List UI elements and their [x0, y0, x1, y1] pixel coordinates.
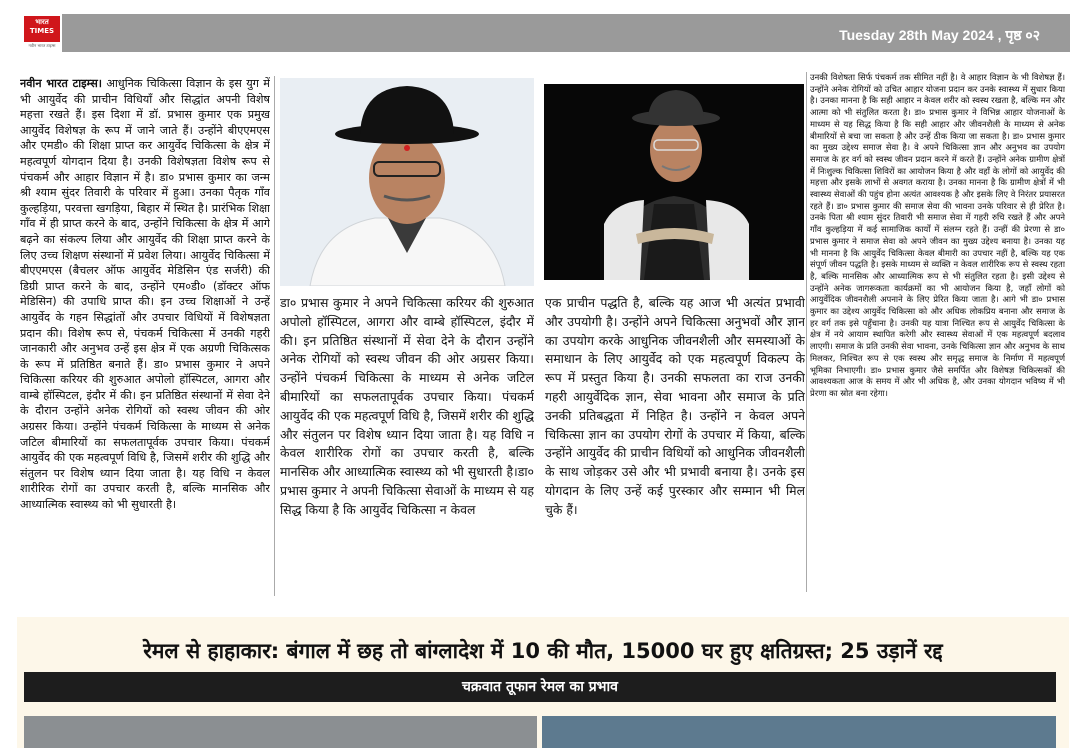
- issue-date: Tuesday 28th May 2024 , पृष्ठ ०२: [839, 27, 1040, 43]
- doctor-portrait-photo: [280, 78, 534, 286]
- article-column-3: एक प्राचीन पद्धति है, बल्कि यह आज भी अत्यंत प्रभावी और उपयोगी है। उन्होंने अपने चिकित्सा अनुभवों और ज्ञान का उपयोग करके आधुनिक जीवनशैली और समस्याओं के समाधान के लिए आयुर्वेद को एक महत्वपूर्ण विकल्प के रूप में प्रस्तुत किया है। उनकी सफलता का राज उनकी गहरी आयुर्वेदिक ज्ञान, सेवा भावना और समाज के प्रति उनकी प्रतिबद्धता में निहित है। उन्होंने न केवल अपने चिकित्सा ज्ञान का उपयोग रोगों के उपचार में किया, बल्कि उन्होंने आयुर्वेद की प्राचीन विधियों को आधुनिक जीवनशैली के साथ जोड़कर उसे और भी प्रभावी बनाया है। उनके इस योगदान के लिए उन्हें कई पुरस्कार और सम्मान भी मिल चुके हैं।: [545, 295, 805, 517]
- newspaper-logo: [22, 14, 62, 52]
- doctor-standing-photo: [544, 84, 804, 280]
- article-column-2: डा० प्रभास कुमार ने अपने चिकित्सा करियर की शुरुआत अपोलो हॉस्पिटल, आगरा और वाम्बे हॉस्पिटल, इंदौर में की। इन प्रतिष्ठित संस्थानों में सेवा देने के दौरान उन्होंने अनेक रोगियों को स्वस्थ जीवन की ओर अग्रसर किया। उन्होंने पंचकर्म चिकित्सा के माध्यम से अनेक जटिल बीमारियों का सफलतापूर्वक उपचार किया। पंचकर्म आयुर्वेद की एक महत्वपूर्ण विधि है, जिसमें शरीर की शुद्धि और संतुलन पर विशेष ध्यान दिया जाता है। यह विधि न केवल शारीरिक रोगों का उपचार करती है, बल्कि मानसिक और आध्यात्मिक स्वास्थ्य को भी सुधारती है।डा० प्रभास कुमार ने अपनी चिकित्सा सेवाओं के माध्यम से यह सिद्ध किया है कि आयुर्वेद चिकित्सा न केवल: [280, 295, 534, 517]
- logo-tagline: नवीन भारत टाइम्स: [28, 43, 56, 48]
- logo-mark: [24, 16, 60, 42]
- news-subheading: चक्रवात तूफान रेमल का प्रभाव: [24, 672, 1056, 702]
- logo-line2: TIMES: [29, 27, 55, 35]
- logo-line1: भारत: [35, 18, 49, 26]
- column-divider: [274, 76, 275, 596]
- article-column-1: [20, 76, 270, 596]
- column-divider: [806, 72, 807, 592]
- news-photo-right: [542, 716, 1056, 748]
- news-photo-left: [24, 716, 537, 748]
- article-column-1-text: आधुनिक चिकित्सा विज्ञान के इस युग में भी आयुर्वेद की प्राचीन विधियाँ और सिद्धांत अपनी विशेष महत्ता रखते हैं। इस दिशा में डॉ. प्रभास कुमार एक प्रमुख आयुर्वेद विशेषज्ञ के रूप में जाने जाते हैं। उन्होंने बीएएमएस और एमडी० की शिक्षा प्राप्त कर आयुर्वेद चिकित्सा के क्षेत्र में महत्वपूर्ण योगदान दिया है। उनकी विशेषज्ञता विशेष रूप से पंचकर्म और आहार विज्ञान में है। डा० प्रभास कुमार का जन्म श्री श्याम सुंदर तिवारी के परिवार में हुआ। उनका पैतृक गाँव कुल्हड़िया, परवत्ता खगड़िया, बिहार में स्थित है। प्रारंभिक शिक्षा गाँव में ही प्राप्त करने के बाद, उन्होंने चिकित्सा के क्षेत्र में आगे बढ़ने का संकल्प लिया और आयुर्वेद की शिक्षा प्राप्त करने के लिए उच्च शिक्षण संस्थानों में प्रवेश लिया। आयुर्वेद चिकित्सा में बीएएमएस (बैचलर ऑफ आयुर्वेद मेडिसिन एंड सर्जरी) की डिग्री प्राप्त करने के बाद, उन्होंने एम०डी० (डॉक्टर ऑफ मेडिसिन) की उपाधि प्राप्त की। इन उच्च शिक्षाओं ने उन्हें आयुर्वेद के गहन सिद्धांतों और उपचार विधियों में विशेषज्ञता प्रदान की। विशेष रूप से, पंचकर्म चिकित्सा में उनकी गहरी जानकारी और अनुभव उन्हें इस क्षेत्र में एक अग्रणी चिकित्सक के रूप में प्रतिष्ठित बनाते हैं। डा० प्रभास कुमार ने अपने चिकित्सा करियर की शुरुआत अपोलो हॉस्पिटल, आगरा और वाम्बे हॉस्पिटल, इंदौर में की। इन प्रतिष्ठित संस्थानों में सेवा देने के दौरान उन्होंने अनेक रोगियों को स्वस्थ जीवन की ओर अग्रसर किया। उन्होंने पंचकर्म चिकित्सा के माध्यम से अनेक जटिल बीमारियों का सफलतापूर्वक उपचार किया। पंचकर्म आयुर्वेद की एक महत्वपूर्ण विधि है, जिसमें शरीर की शुद्धि और संतुलन पर विशेष ध्यान दिया जाता है। यह विधि न केवल शारीरिक रोगों का उपचार करती है, बल्कि मानसिक और आध्यात्मिक स्वास्थ्य को भी सुधारती है।: [20, 77, 270, 512]
- news-headline: रेमल से हाहाकार: बंगाल में छह तो बांग्लादेश में 10 की मौत, 15000 घर हुए क्षतिग्रस्त; 25 उड़ानें रद्द: [143, 639, 943, 663]
- article-column-4: उनकी विशेषता सिर्फ पंचकर्म तक सीमित नहीं है। वे आहार विज्ञान के भी विशेषज्ञ हैं। उन्होंने अनेक रोगियों को उचित आहार योजना प्रदान कर उनके स्वास्थ्य में सुधार किया है। उनका मानना है कि सही आहार न केवल शरीर को स्वस्थ रखता है, बल्कि मन और आत्मा को भी संतुलित करता है। डा० प्रभास कुमार ने विभिन्न आहार योजनाओं के माध्यम से यह सिद्ध किया है कि सही आहार और जीवनशैली के माध्यम से अनेक बीमारियों से बचा जा सकता है और उन्हें ठीक किया जा सकता है। डा० प्रभास कुमार का मुख्य उद्देश्य समाज सेवा है। वे अपने चिकित्सा ज्ञान और अनुभव का उपयोग समाज के हर वर्ग को स्वस्थ जीवन प्रदान करने में करते हैं। उन्होंने अनेक ग्रामीण क्षेत्रों में निःशुल्क चिकित्सा शिविरों का आयोजन किया है और वहाँ के लोगों को आयुर्वेद की महत्ता और इसके लाभों से अवगत कराया है। उनका मानना है कि ग्रामीण क्षेत्रों में भी स्वास्थ्य सेवाओं की पहुंच होना अत्यंत आवश्यक है और इसके लिए वे निरंतर प्रयासरत रहते हैं। डा० प्रभास कुमार की समाज सेवा की भावना उनके परिवार से ही प्रेरित है। उनके पिता श्री श्याम सुंदर तिवारी भी समाज सेवा में गहरी रुचि रखते हैं और अपने गाँव कुल्हड़िया में कई सामाजिक कार्यों में संलग्न रहते हैं। उन्हीं की प्रेरणा से डा० प्रभास कुमार ने समाज सेवा को अपने जीवन का मुख्य उद्देश्य बनाया है। उनका यह भी मानना है कि आयुर्वेद चिकित्सा केवल बीमारी का उपचार नहीं है, बल्कि यह एक संपूर्ण जीवन पद्धति है। इसके माध्यम से व्यक्ति न केवल शारीरिक रूप से स्वस्थ रहता है, बल्कि मानसिक और आध्यात्मिक रूप से भी संतुलित रहता है। इसी उद्देश्य से उन्होंने अनेक जागरूकता कार्यक्रमों का भी आयोजन किया है, जहाँ लोगों को आयुर्वेदिक जीवनशैली अपनाने के लिए प्रेरित किया जाता है। आगे भी डा० प्रभास कुमार का उद्देश्य आयुर्वेद चिकित्सा को और अधिक लोकप्रिय बनाना और समाज के हर वर्ग तक इसे पहुँचाना है। उनकी यह यात्रा निश्चित रूप से आयुर्वेद चिकित्सा के क्षेत्र में नये आयाम स्थापित करेगी और स्वास्थ्य सेवाओं में एक महत्वपूर्ण बदलाव लाएगी। समाज के प्रति उनकी सेवा भावना, उनके चिकित्सा ज्ञान और अनुभव के साथ मिलकर, निश्चित रूप से एक स्वस्थ और समृद्ध समाज के निर्माण में महत्वपूर्ण भूमिका निभाएगी। डा० प्रभास कुमार जैसे समर्पित और विशेषज्ञ चिकित्सकों की आवश्यकता आज के समय में और भी अधिक है, और उनका योगदान भविष्य में भी प्रेरणा का स्रोत बना रहेगा।: [810, 72, 1065, 398]
- article-lead: नवीन भारत टाइम्स।: [20, 77, 103, 90]
